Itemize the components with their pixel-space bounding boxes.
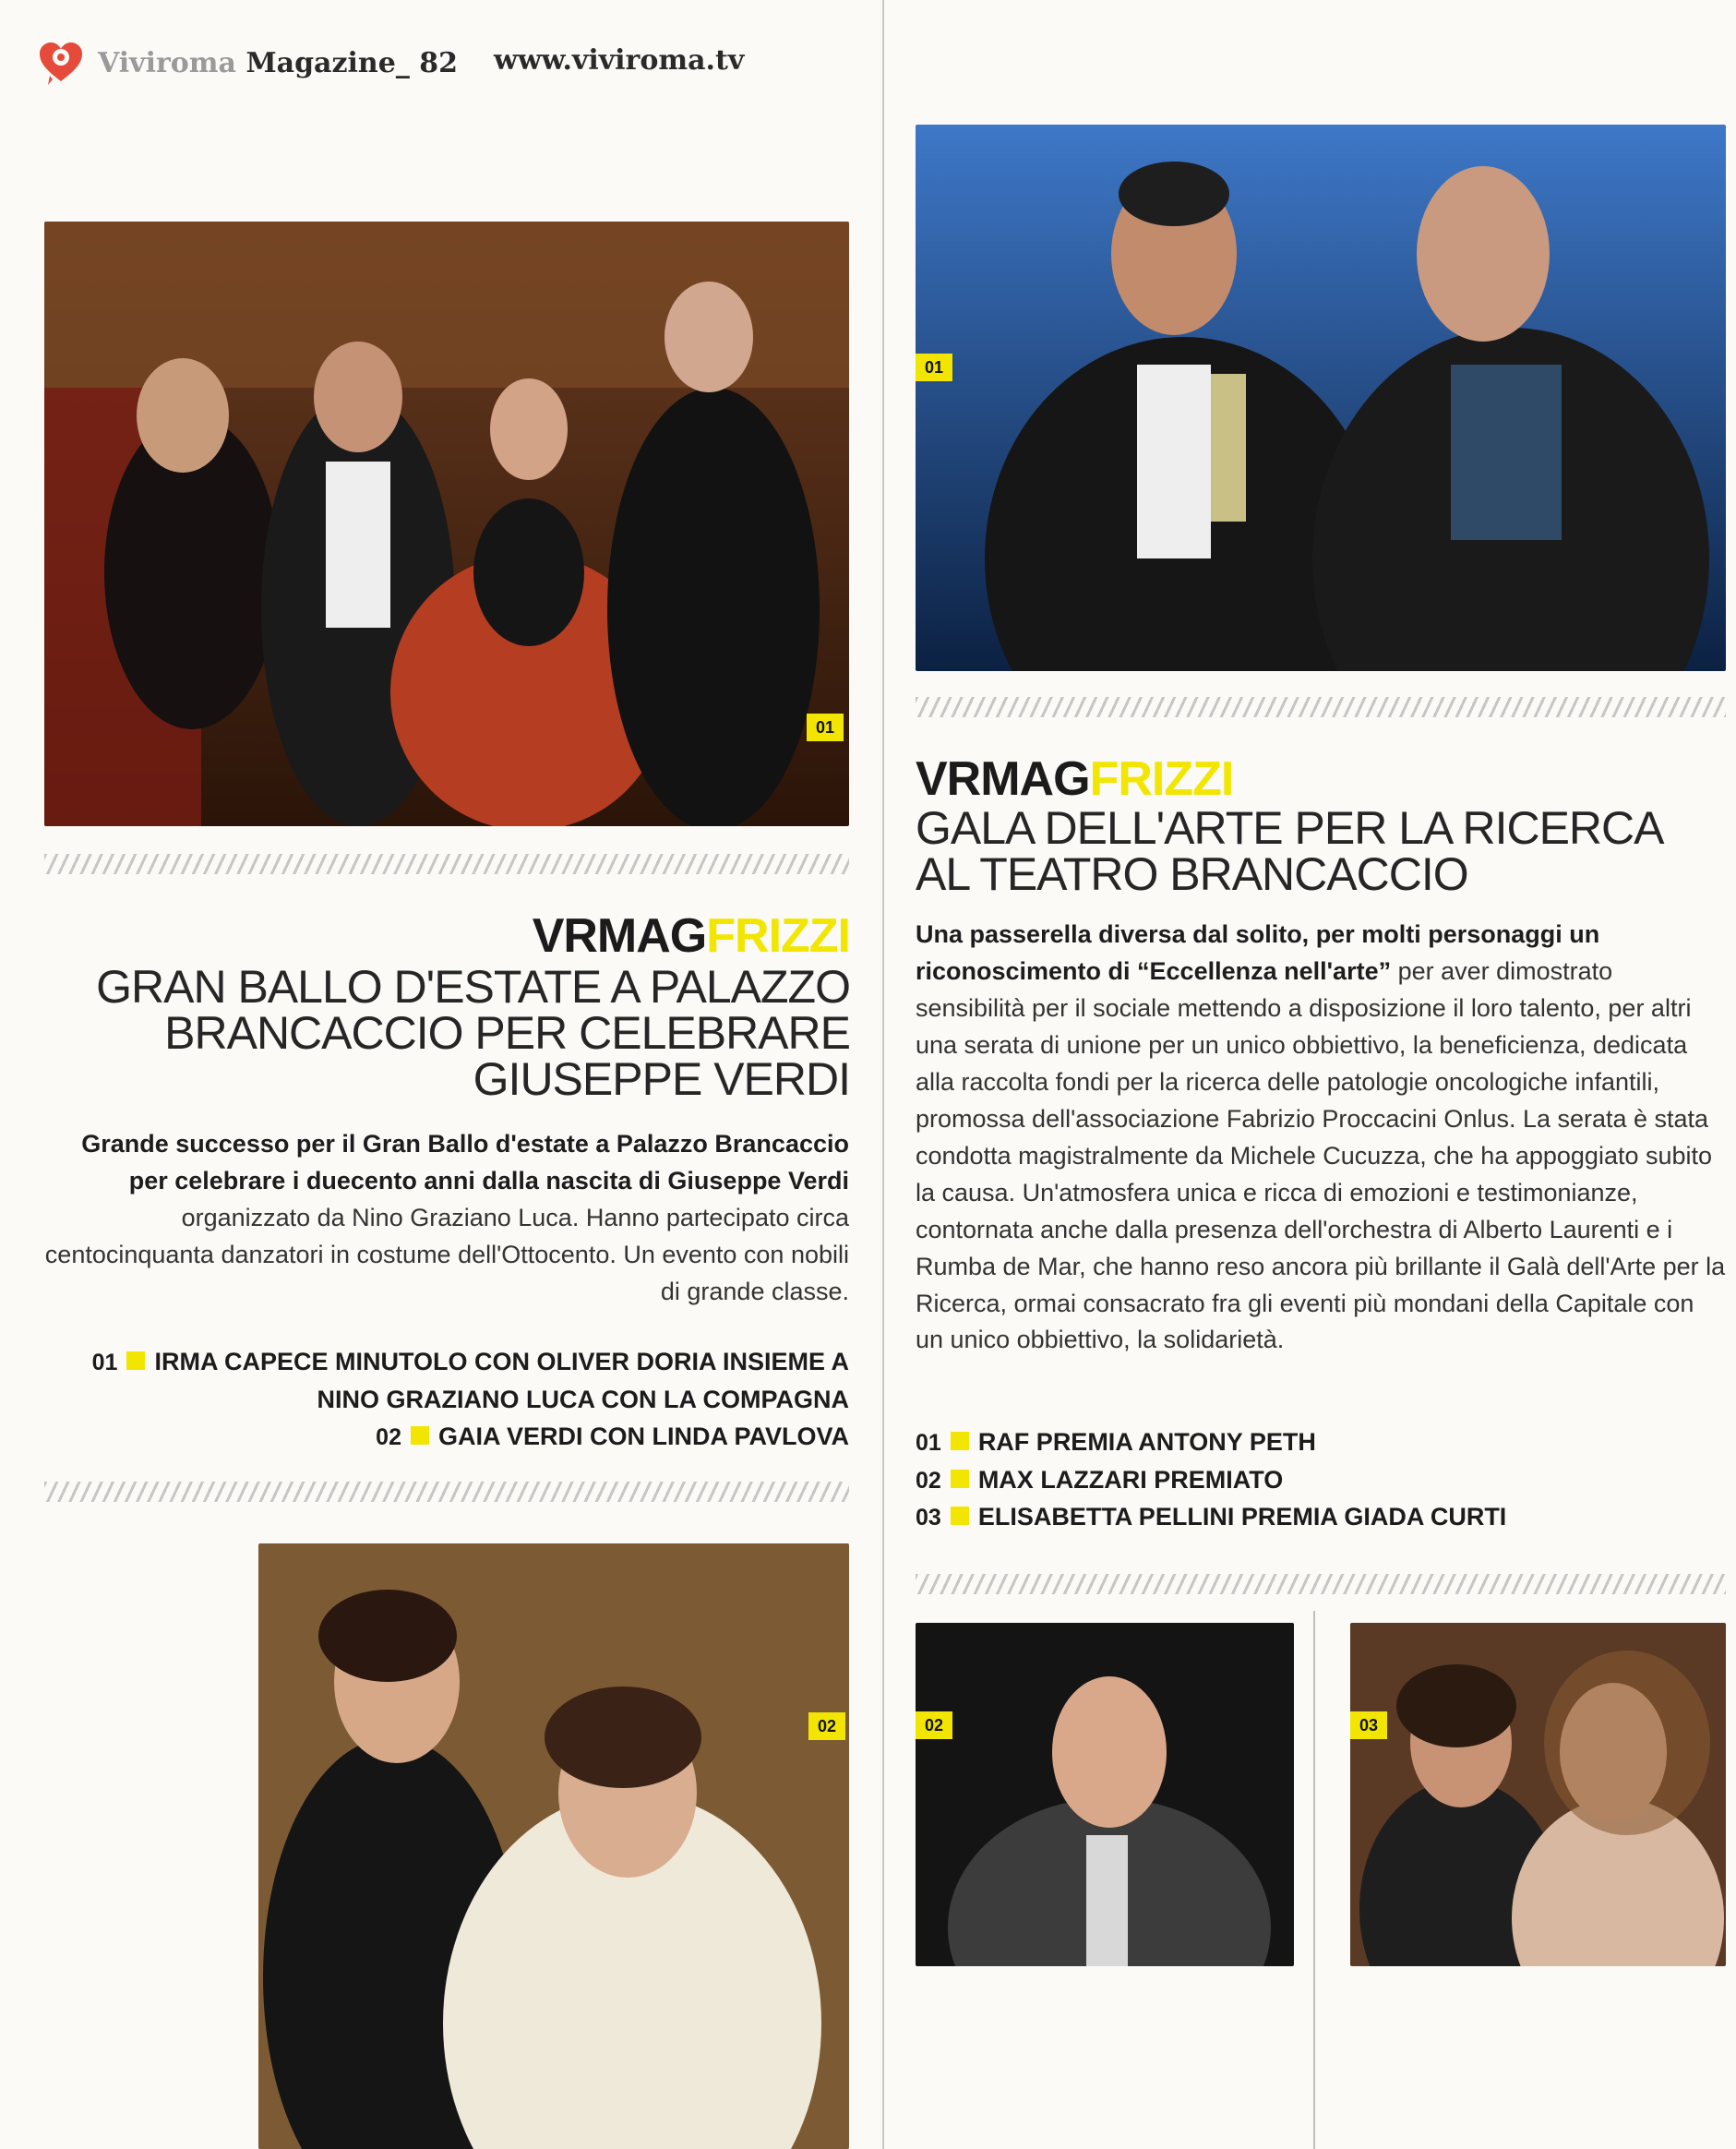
brand-name: Viviroma (98, 46, 236, 79)
article-body-gala-arte: Una passerella diversa dal solito, per molti personaggi un riconoscimento di “Eccellenza nell'arte” per aver dimostrato sensibilità per il sociale mettendo a disposizione il loro talento, per altri una serata di unione per un unico obbiettivo, la beneficienza, dedicata alla raccolta fondi per la ricerca delle patologie oncologiche infantili, promossa dell'associazione Fabrizio Proccacini Onlus. La serata è stata condotta magistralmente da Michele Cucuzza, che ha appoggiato subito la causa. Un'atmosfera unica e ricca di emozioni e testimonianze, contornata anche dalla presenza dell'orchestra di Alberto Laurenti e i Rumba de Mar, che hanno reso ancora più brillante il Galà dell'Arte per la Ricerca, ormai consacrato fra gli eventi più mondani della Capitale con un unico obbiettivo, la solidarietà. (916, 920, 1726, 1354)
website-url[interactable]: www.viviroma.tv (494, 44, 745, 77)
caption-list (916, 1423, 1726, 1536)
caption-item: 01 IRMA CAPECE MINUTOLO CON OLIVER DORIA INSIEME A (91, 1348, 849, 1375)
masthead-title (98, 47, 458, 79)
caption-item: 02 GAIA VERDI CON LINDA PAVLOVA (376, 1423, 849, 1450)
caption-item: 01 RAF PREMIA ANTONY PETH (916, 1428, 1316, 1456)
magazine-issue: Magazine_ 82 (245, 46, 459, 79)
photo-tag: 02 (916, 1711, 952, 1739)
caption-item-continued: NINO GRAZIANO LUCA CON LA COMPAGNA (317, 1385, 849, 1413)
masthead (37, 35, 458, 90)
yellow-square-icon (411, 1426, 429, 1445)
caption-list (44, 1343, 849, 1456)
section-separator (44, 1482, 849, 1502)
photo-tag: 03 (1350, 1711, 1387, 1739)
photo-gaia-verdi-linda-pavlova (258, 1543, 849, 2149)
headline-gran-ballo: GRAN BALLO D'ESTATE A PALAZZO BRANCACCIO PER CELEBRARE GIUSEPPE VERDI (96, 961, 850, 1105)
caption-item: 02 MAX LAZZARI PREMIATO (916, 1465, 1284, 1494)
headline-gala-arte: GALA DELL'ARTE PER LA RICERCA AL TEATRO BRANCACCIO (916, 802, 1664, 900)
yellow-square-icon (951, 1507, 969, 1525)
photo-divider (1313, 1611, 1315, 2149)
caption-item: 03 ELISABETTA PELLINI PREMIA GIADA CURTI (916, 1503, 1507, 1531)
photo-tag: 02 (808, 1712, 845, 1740)
photo-raf-antony-peth (916, 125, 1726, 671)
yellow-square-icon (951, 1470, 969, 1488)
heart-logo-icon (37, 39, 85, 87)
yellow-square-icon (126, 1351, 145, 1370)
section-separator (44, 854, 849, 874)
photo-max-lazzari (916, 1623, 1294, 1966)
section-separator (916, 697, 1726, 717)
yellow-square-icon (951, 1432, 969, 1450)
section-kicker: VRMAGFRIZZI (916, 752, 1234, 806)
section-kicker: VRMAGFRIZZI (532, 909, 850, 963)
photo-gran-ballo-group (44, 222, 849, 826)
photo-tag: 01 (807, 714, 844, 741)
photo-pellini-curti (1350, 1623, 1726, 1966)
column-divider (882, 0, 884, 2149)
section-separator (916, 1574, 1726, 1594)
photo-tag: 01 (916, 354, 952, 381)
article-body-gran-ballo: Grande successo per il Gran Ballo d'estate a Palazzo Brancaccio per celebrare i duecento anni dalla nascita di Giuseppe Verdi organizzato da Nino Graziano Luca. Hanno partecipato circa centocinquanta danzatori in costume dell'Ottocento. Un evento con nobili di grande classe. (44, 1130, 849, 1305)
